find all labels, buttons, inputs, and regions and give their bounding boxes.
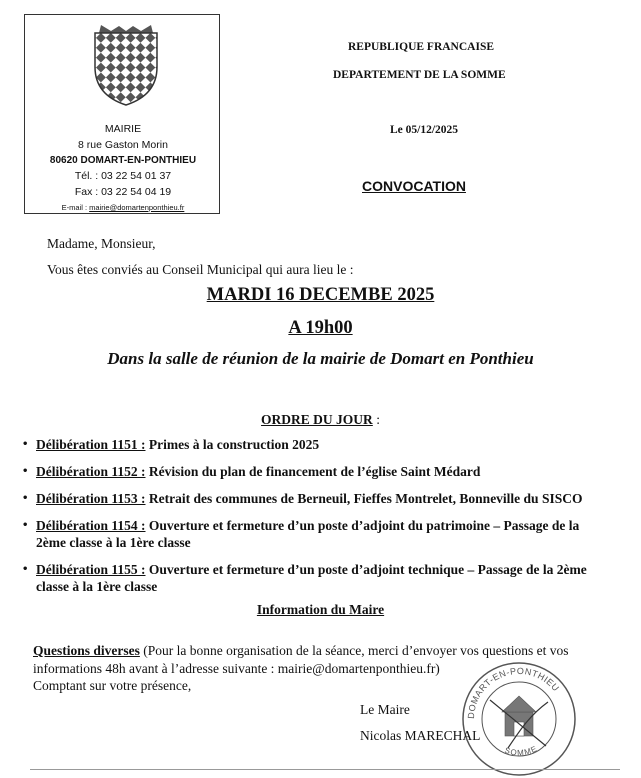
intro-text: Vous êtes conviés au Conseil Municipal qui aura lieu le : bbox=[47, 262, 354, 277]
bullet-icon: • bbox=[22, 466, 29, 477]
agenda-item-text: Retrait des communes de Berneuil, Fieffes Montrelet, Bonneville du SISCO bbox=[145, 491, 583, 506]
agenda-item-label: Délibération 1153 : bbox=[36, 491, 146, 506]
mairie-email-line bbox=[25, 203, 221, 212]
signoff-name: Nicolas MARECHAL bbox=[360, 728, 481, 743]
official-stamp-icon bbox=[460, 660, 578, 778]
meeting-time: A 19h00 bbox=[288, 318, 353, 338]
coat-of-arms-icon bbox=[91, 23, 161, 107]
questions-label: Questions diverses bbox=[33, 643, 140, 658]
agenda-item-text: Ouverture et fermeture d’un poste d’adjoint technique – Passage de la 2ème bbox=[145, 562, 587, 577]
email-link[interactable]: mairie@domartenponthieu.fr bbox=[89, 203, 185, 212]
bullet-icon: • bbox=[22, 493, 29, 504]
stamp-top-text: DOMART-EN-PONTHIEU bbox=[465, 665, 562, 720]
mairie-city: 80620 DOMART-EN-PONTHIEU bbox=[49, 155, 197, 166]
agenda-heading-colon: : bbox=[372, 412, 380, 427]
mairie-phone: Tél. : 03 22 54 01 37 bbox=[74, 170, 172, 182]
questions-line1: (Pour la bonne organisation de la séance, merci d’envoyer vos questions et vos bbox=[139, 643, 569, 658]
letterhead-box bbox=[24, 14, 220, 214]
meeting-place: Dans la salle de réunion de la mairie de Domart en Ponthieu bbox=[107, 349, 534, 368]
agenda-item-label: Délibération 1151 : bbox=[36, 437, 146, 452]
bottom-divider bbox=[30, 769, 620, 770]
salutation: Madame, Monsieur, bbox=[47, 236, 156, 251]
agenda-item-label: Délibération 1154 : bbox=[36, 518, 146, 533]
republique-heading: REPUBLIQUE FRANCAISE bbox=[348, 41, 495, 53]
stamp-bottom-text: SOMME bbox=[503, 743, 540, 758]
agenda-heading-text: ORDRE DU JOUR bbox=[261, 412, 373, 427]
mairie-fax: Fax : 03 22 54 04 19 bbox=[74, 186, 172, 198]
agenda-item-text: Primes à la construction 2025 bbox=[145, 437, 320, 452]
agenda-item-continuation: 2ème classe à la 1ère classe bbox=[36, 535, 191, 550]
email-label: E-mail : bbox=[61, 203, 90, 212]
document-title: CONVOCATION bbox=[362, 178, 466, 194]
agenda-item-continuation: classe à la 1ère classe bbox=[36, 579, 158, 594]
agenda-heading bbox=[0, 412, 641, 428]
departement-heading: DEPARTEMENT DE LA SOMME bbox=[333, 69, 506, 81]
bullet-icon: • bbox=[22, 439, 29, 450]
meeting-date: MARDI 16 DECEMBE 2025 bbox=[206, 285, 435, 305]
mairie-label: MAIRIE bbox=[104, 123, 142, 135]
questions-line2: informations 48h avant à l’adresse suivante : mairie@domartenponthieu.fr) bbox=[33, 661, 440, 676]
agenda-item-text: Ouverture et fermeture d’un poste d’adjoint du patrimoine – Passage de la bbox=[145, 518, 580, 533]
information-heading: Information du Maire bbox=[256, 602, 385, 617]
closing-text: Comptant sur votre présence, bbox=[33, 678, 192, 693]
agenda-item-label: Délibération 1155 : bbox=[36, 562, 146, 577]
agenda-item-text: Révision du plan de financement de l’église Saint Médard bbox=[145, 464, 481, 479]
agenda-item-label: Délibération 1152 : bbox=[36, 464, 146, 479]
bullet-icon: • bbox=[22, 520, 29, 531]
mairie-address: 8 rue Gaston Morin bbox=[78, 139, 168, 151]
signoff-title: Le Maire bbox=[360, 702, 410, 717]
bullet-icon: • bbox=[22, 564, 29, 575]
document-date: Le 05/12/2025 bbox=[390, 124, 459, 136]
